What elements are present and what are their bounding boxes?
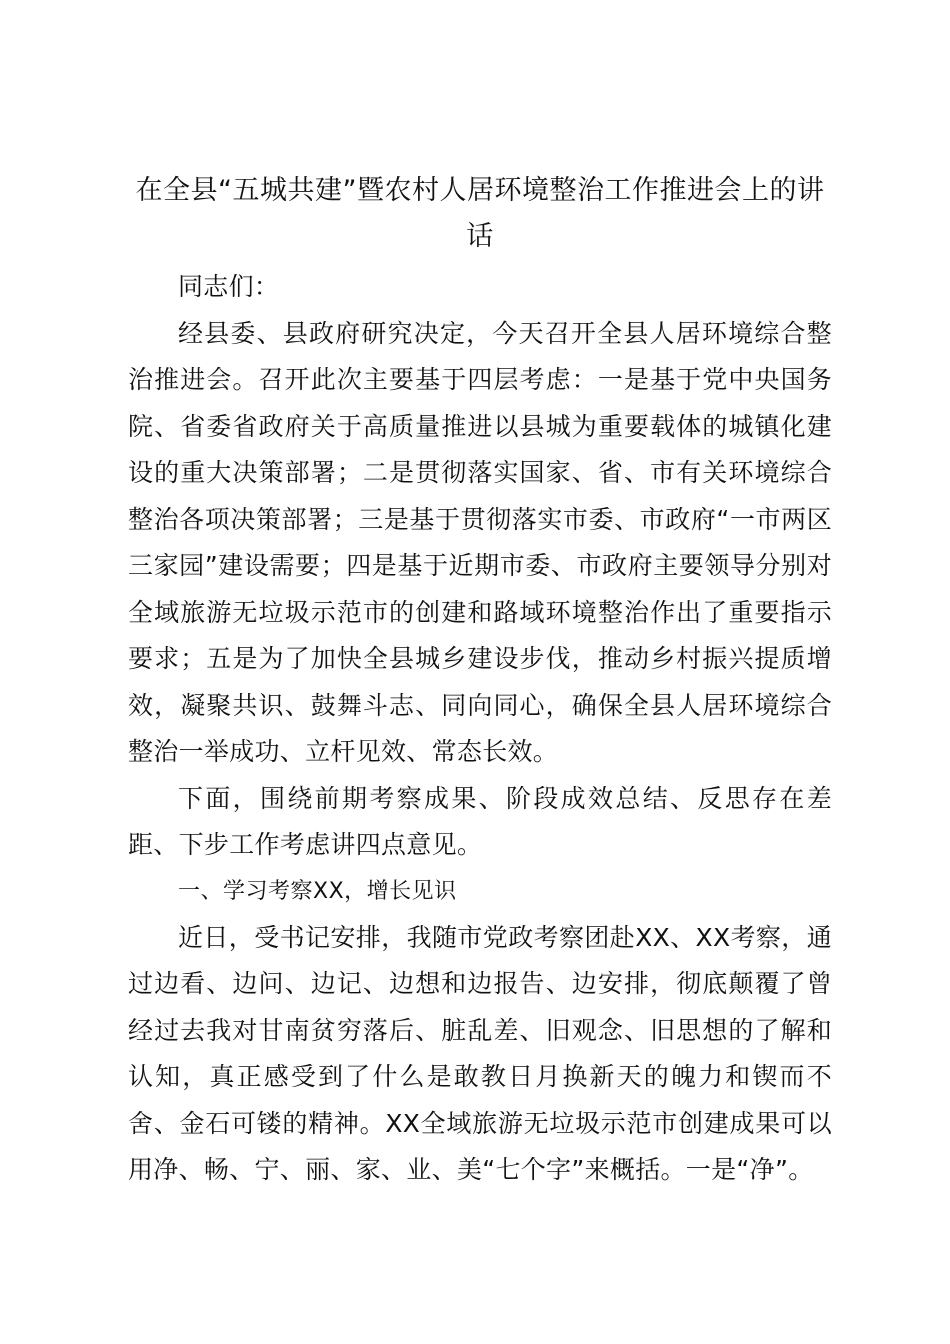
section-paragraph: 近日，受书记安排，我随市党政考察团赴XX、XX考察，通过边看、边问、边记、边想和边报告、边安排，彻底颠覆了曾经过去我对甘南贫穷落后、脏乱差、旧观念、旧思想的了解和认知，真正感受到了什么是敢教日月换新天的魄力和锲而不舍、金石可镂的精神。XX全域旅游无垃圾示范市创建成果可以用净、畅、宁、丽、家、业、美“七个字”来概括。一是“净”。 [128,922,832,1184]
document-title: 在全县“五城共建”暨农村人居环境整治工作推进会上的讲话 [135,175,825,252]
document-body [128,168,832,1194]
salutation: 同志们： [178,272,280,301]
section-heading: 一、学习考察XX，增长见识 [178,878,457,904]
paragraph-outline: 下面，围绕前期考察成果、阶段成效总结、反思存在差距、下步工作考虑讲四点意见。 [128,783,832,859]
paragraph-intro: 经县委、县政府研究决定，今天召开全县人居环境综合整治推进会。召开此次主要基于四层考虑：一是基于党中央国务院、省委省政府关于高质量推进以县城为重要载体的城镇化建设的重大决策部署；二是贯彻落实国家、省、市有关环境综合整治各项决策部署；三是基于贯彻落实市委、市政府“一市两区三家园”建设需要；四是基于近期市委、市政府主要领导分别对全域旅游无垃圾示范市的创建和路域环境整治作出了重要指示要求；五是为了加快全县城乡建设步伐，推动乡村振兴提质增效，凝聚共识、鼓舞斗志、同向同心，确保全县人居环境综合整治一举成功、立杆见效、常态长效。 [128,318,832,766]
